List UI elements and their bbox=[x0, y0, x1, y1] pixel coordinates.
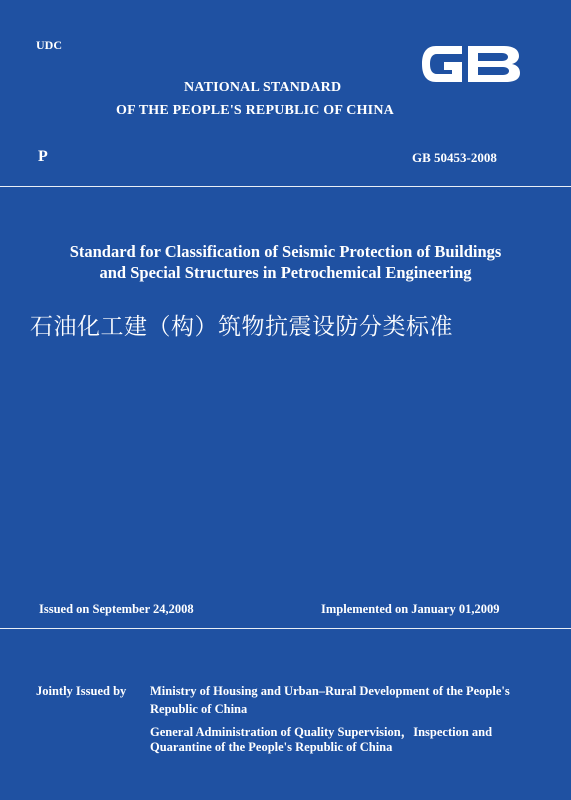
issuer-line: Ministry of Housing and Urban–Rural Development of the People's bbox=[150, 684, 510, 698]
standard-number: GB 50453-2008 bbox=[412, 150, 497, 165]
jointly-issued-label: Jointly Issued by bbox=[36, 684, 127, 698]
republic-title: OF THE PEOPLE'S REPUBLIC OF CHINA bbox=[116, 103, 394, 118]
english-title-line-1: Standard for Classification of Seismic Protection of Buildings bbox=[69, 242, 502, 261]
udc-label: UDC bbox=[36, 38, 62, 52]
issuer-line: Quarantine of the People's Republic of China bbox=[150, 740, 393, 754]
top-divider bbox=[0, 186, 571, 187]
issuer-line: Republic of China bbox=[150, 702, 248, 716]
issuer-line: General Administration of Quality Supervision，Inspection and bbox=[150, 725, 493, 739]
category-code: P bbox=[38, 148, 48, 165]
english-title-line-2: and Special Structures in Petrochemical Engineering bbox=[99, 263, 472, 282]
chinese-title: 石油化工建（构）筑物抗震设防分类标准 bbox=[30, 314, 453, 340]
bottom-divider bbox=[0, 628, 571, 629]
implemented-date: Implemented on January 01,2009 bbox=[321, 602, 500, 616]
issued-date: Issued on September 24,2008 bbox=[39, 602, 194, 616]
gb-logo bbox=[418, 40, 524, 88]
national-standard-title: NATIONAL STANDARD bbox=[184, 80, 342, 95]
